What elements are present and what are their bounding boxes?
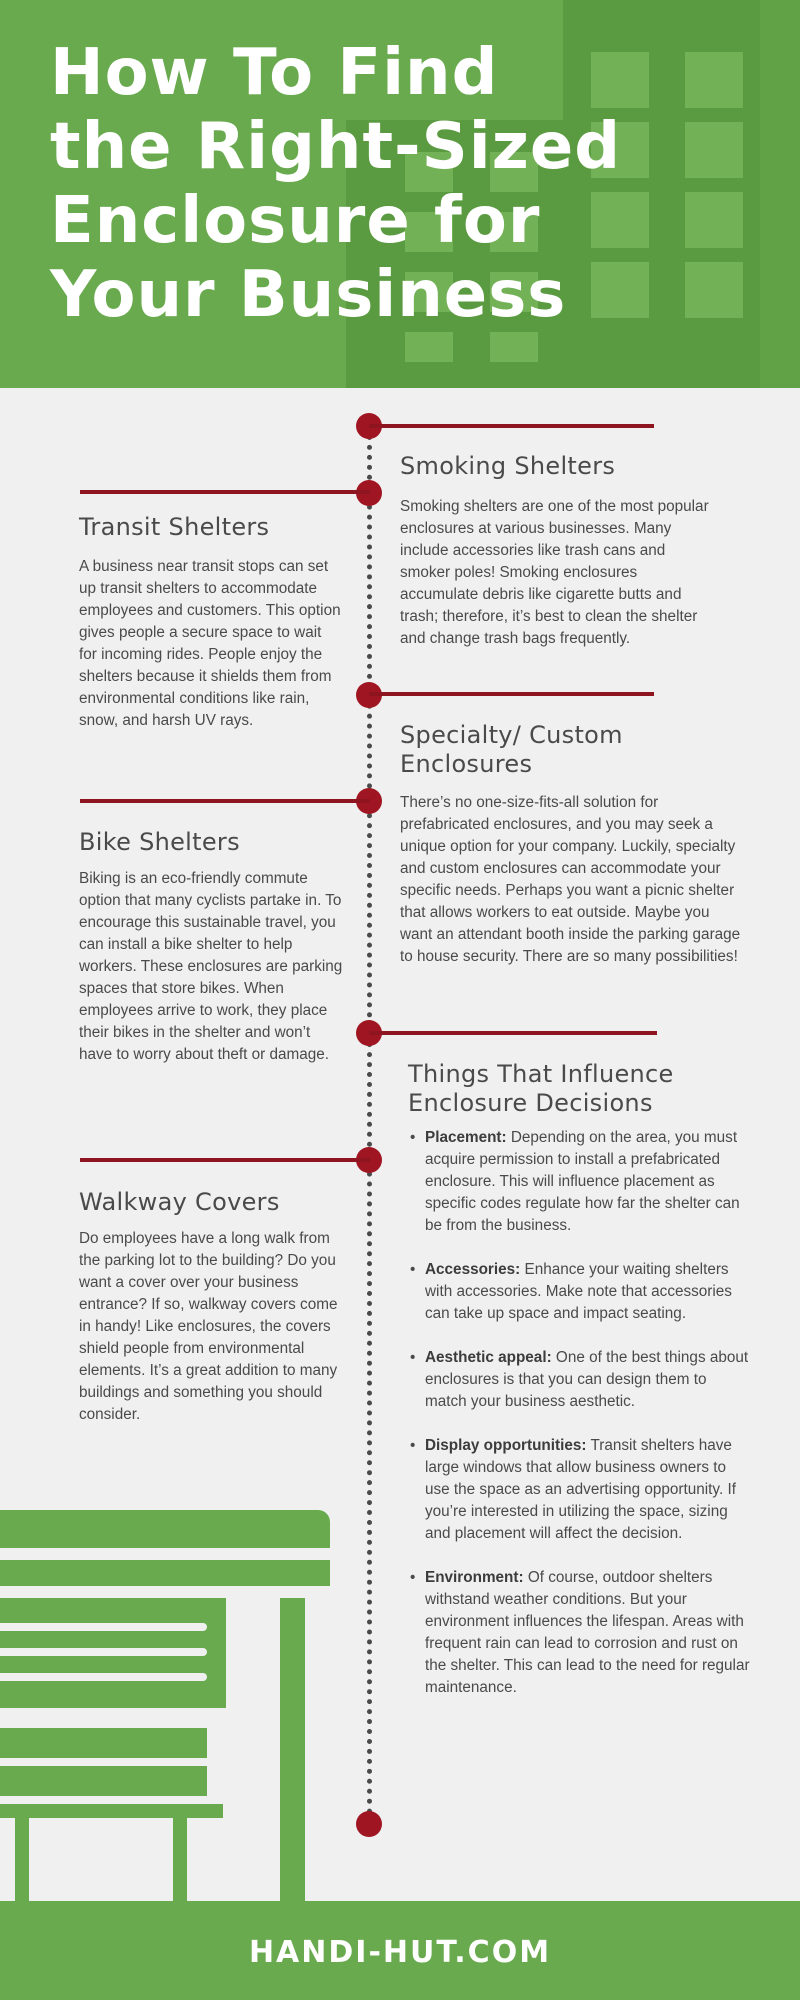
page-title: How To Find the Right-Sized Enclosure for Your Business bbox=[50, 36, 622, 332]
bullet-dot-icon: • bbox=[410, 1437, 416, 1454]
divider-line bbox=[369, 1031, 657, 1035]
divider-line bbox=[80, 490, 370, 494]
website-link[interactable]: HANDI-HUT.COM bbox=[248, 1935, 552, 1970]
list-item: • Environment: Of course, outdoor shelters withstand weather conditions. But your environment influences the lifespan. Areas with frequent rain can lead to corrosion and rust on the shelter. This can lead to the need for regular maintenance. bbox=[410, 1569, 750, 1696]
bullet-dot-icon: • bbox=[410, 1349, 416, 1366]
walkway-covers-title: Walkway Covers bbox=[79, 1188, 280, 1216]
divider-line bbox=[80, 1158, 370, 1162]
divider-line bbox=[369, 692, 654, 696]
list-item: • Aesthetic appeal: One of the best things about enclosures is that you can design them to match your business aesthetic. bbox=[410, 1349, 749, 1410]
footer-bar bbox=[0, 1901, 800, 2000]
transit-shelters-text: A business near transit stops can set up transit shelters to accommodate employees and customers. This option gives people a secure space to wait for incoming rides. People enjoy the shelters because it shields them from environmental conditions like rain, snow, and harsh UV rays. bbox=[79, 558, 341, 729]
bike-shelters-title: Bike Shelters bbox=[79, 828, 240, 856]
specialty-enclosures-text: There’s no one-size-fits-all solution for prefabricated enclosures, and you may seek a unique option for your company. Luckily, specialty and custom enclosures can accommodate your specific needs. Perhaps you want a picnic shelter that allows workers to eat outside. Maybe you want an attendant booth inside the parking garage to house security. There are so many possibilities! bbox=[400, 794, 741, 965]
divider-line bbox=[369, 424, 654, 428]
timeline-dot bbox=[356, 1811, 382, 1837]
divider-line bbox=[80, 799, 370, 803]
specialty-enclosures-title: Specialty/ Custom Enclosures bbox=[400, 721, 623, 778]
smoking-shelters-title: Smoking Shelters bbox=[400, 452, 616, 480]
influence-list bbox=[410, 1127, 750, 1721]
timeline-line bbox=[367, 425, 372, 1825]
bullet-dot-icon: • bbox=[410, 1129, 416, 1146]
smoking-shelters-text: Smoking shelters are one of the most popular enclosures at various businesses. Many include accessories like trash cans and smoker poles! Smoking enclosures accumulate debris like cigarette butts and trash; therefore, it’s best to clean the shelter and change trash bags frequently. bbox=[400, 498, 709, 647]
list-item: • Placement: Depending on the area, you must acquire permission to install a prefabricated enclosure. This will influence placement as specific codes regulate how far the shelter can be from the business. bbox=[410, 1129, 740, 1234]
transit-shelters-title: Transit Shelters bbox=[79, 513, 270, 541]
influence-title: Things That Influence Enclosure Decisions bbox=[408, 1060, 674, 1117]
list-item: • Display opportunities: Transit shelters have large windows that allow business owners to use the space as an advertising opportunity. If you’re interested in utilizing the space, sizing and placement will affect the decision. bbox=[410, 1437, 736, 1542]
bullet-dot-icon: • bbox=[410, 1261, 416, 1278]
walkway-covers-text: Do employees have a long walk from the parking lot to the building? Do you want a cover over your business entrance? If so, walkway covers come in handy! Like enclosures, the covers shield people from environmental elements. It’s a great addition to many buildings and something you should consider. bbox=[79, 1230, 338, 1423]
header-banner bbox=[0, 0, 800, 388]
list-item: • Accessories: Enhance your waiting shelters with accessories. Make note that accessories can take up space and impact seating. bbox=[410, 1261, 732, 1322]
bike-shelters-text: Biking is an eco-friendly commute option that many cyclists partake in. To encourage this sustainable travel, you can install a bike shelter to help workers. These enclosures are parking spaces that store bikes. When employees arrive to work, they place their bikes in the shelter and won’t have to worry about theft or damage. bbox=[79, 870, 343, 1063]
bullet-dot-icon: • bbox=[410, 1569, 416, 1586]
